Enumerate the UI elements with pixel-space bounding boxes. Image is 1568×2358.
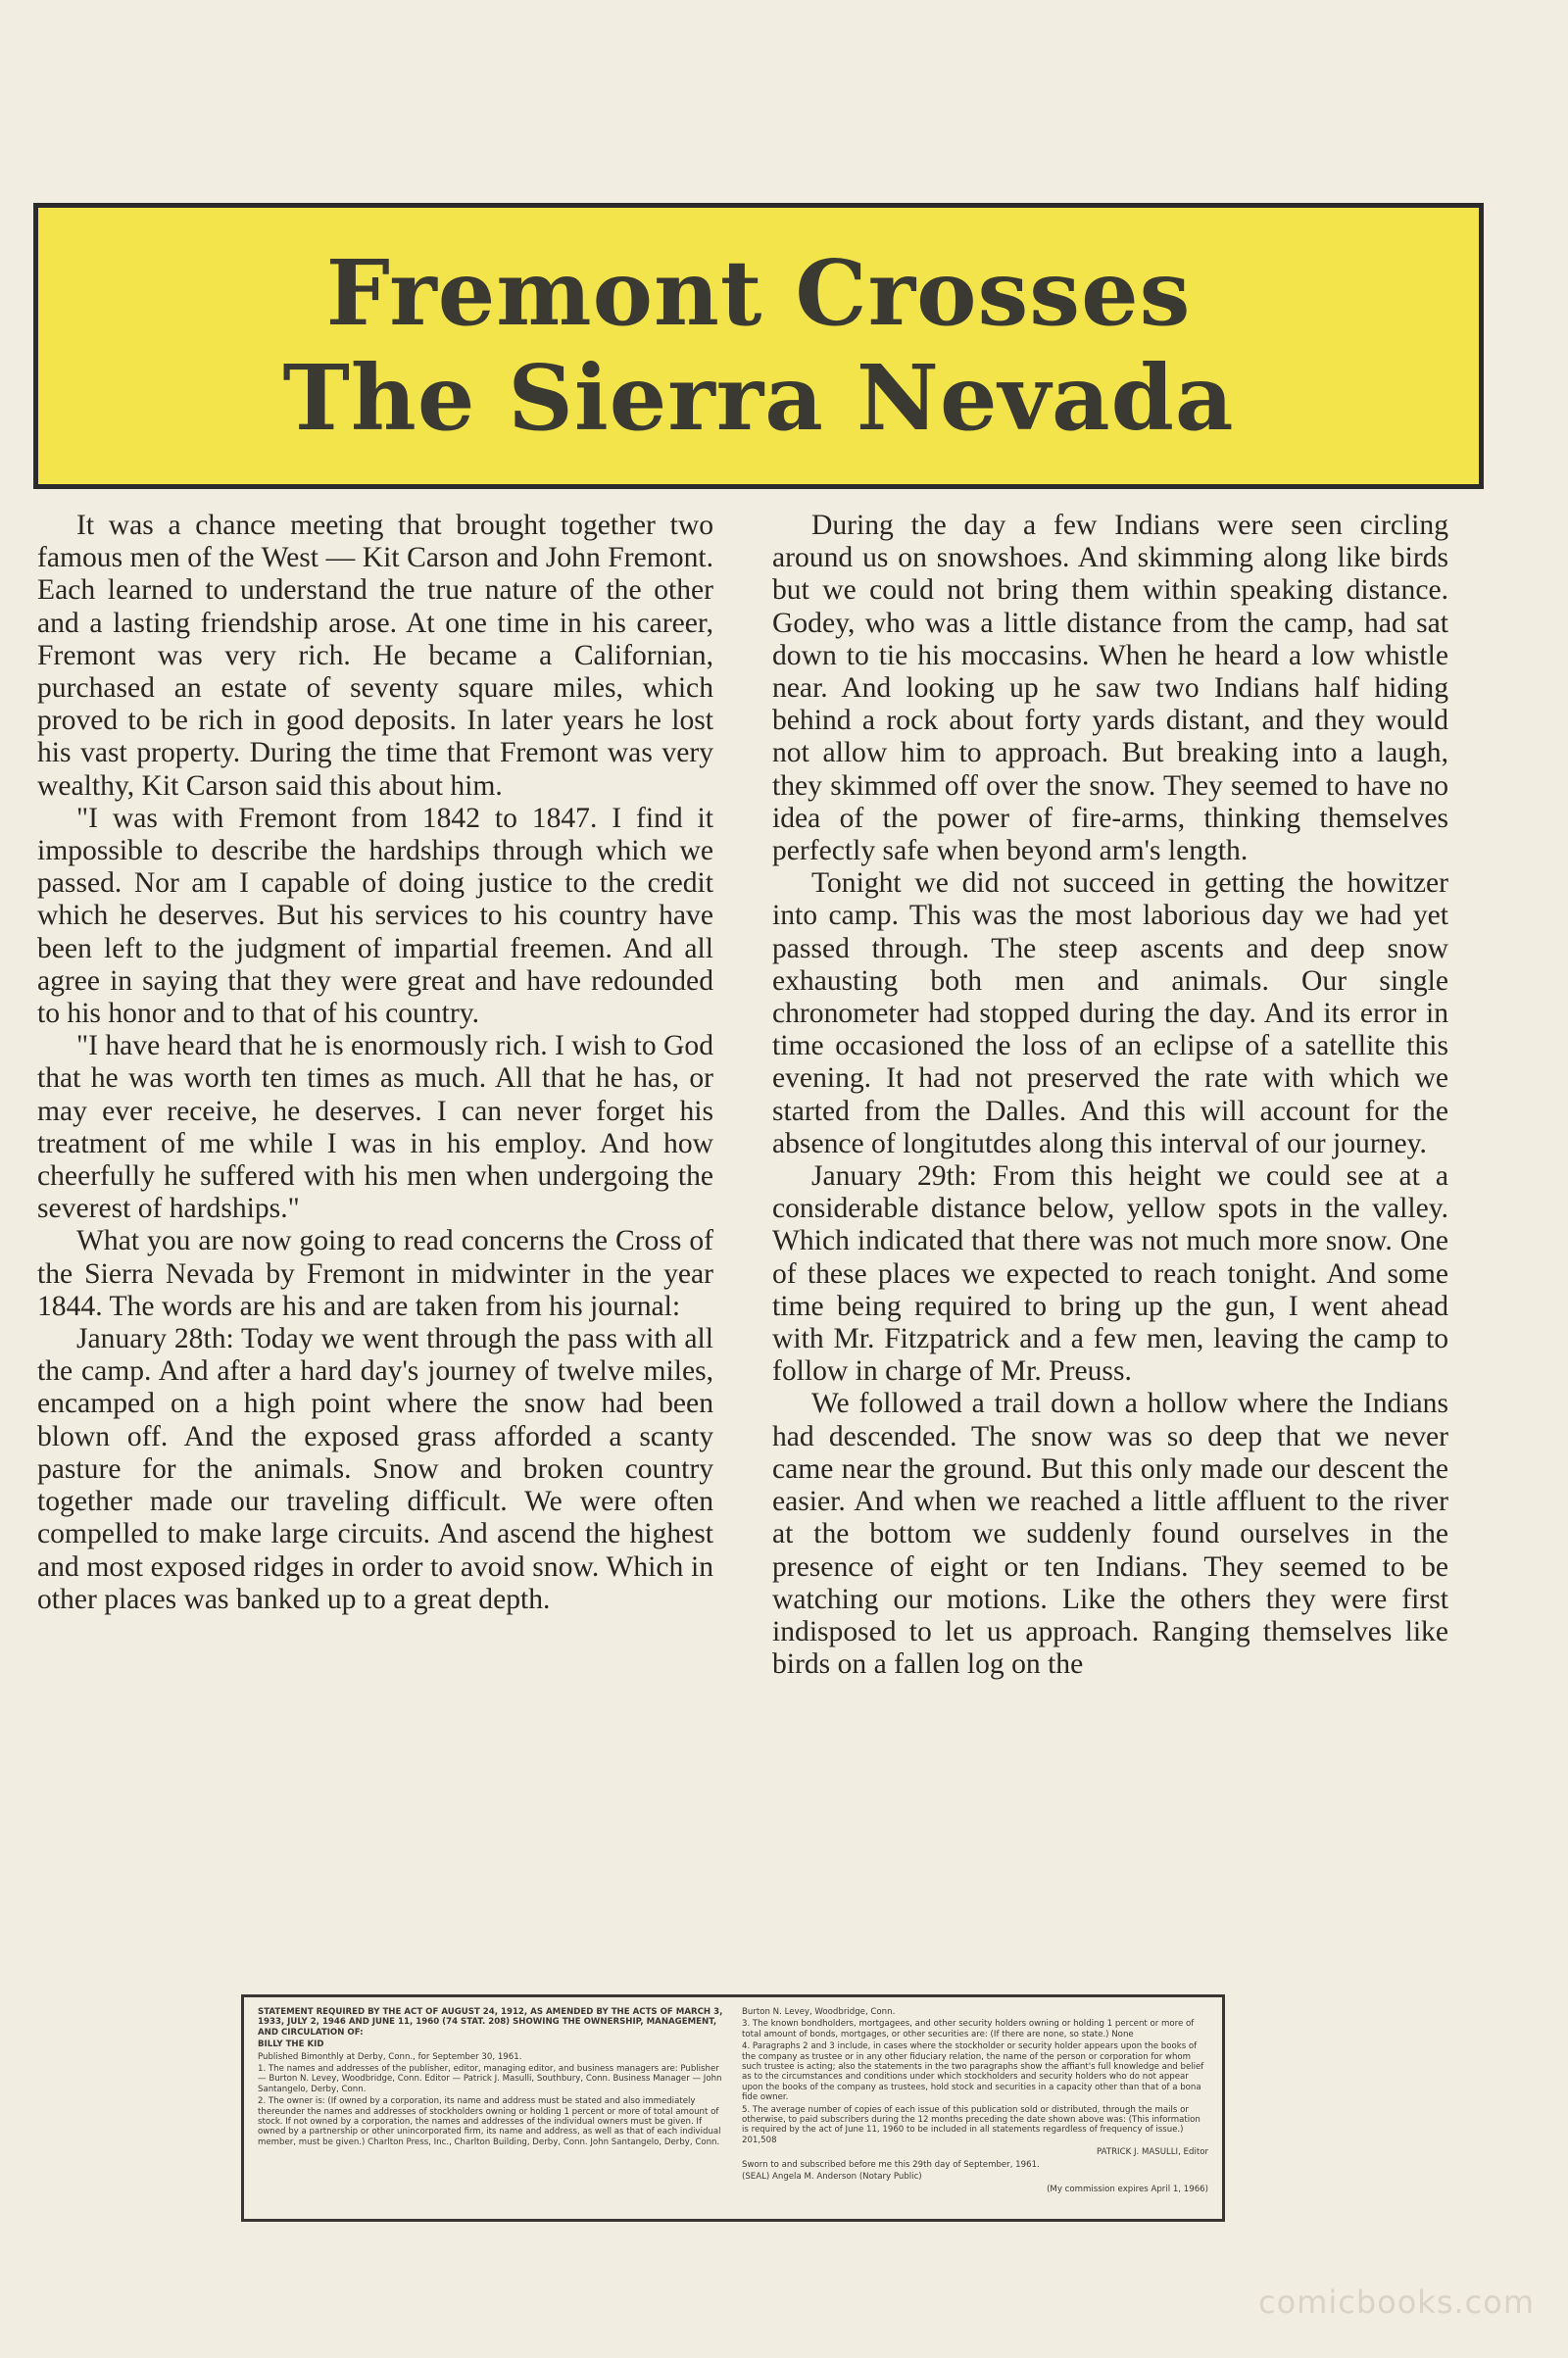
statement-line: (My commission expires April 1, 1966) bbox=[1047, 2184, 1208, 2194]
statement-line: Sworn to and subscribed before me this 29th day of September, 1961. bbox=[742, 2159, 1040, 2170]
title-line-2: The Sierra Nevada bbox=[282, 345, 1235, 451]
paragraph: During the day a few Indians were seen circling around us on snowshoes. And skimming along like birds but we could not bring them within speaking distance. Godey, who was a little distance from the camp, had sat down to tie his moccasins. When he heard a low whistle near. And looking up he saw two Indians half hiding behind a rock about forty yards distant, and they would not allow him to approach. But breaking into a laugh, they skimmed off over the snow. They seemed to have no idea of the power of fire-arms, thinking themselves perfectly safe when beyond arm's length. bbox=[772, 510, 1448, 867]
statement-line: (SEAL) Angela M. Anderson (Notary Public) bbox=[742, 2172, 922, 2183]
statement-line: 5. The average number of copies of each issue of this publication sold or distributed, through the mails or otherwise, to paid subscribers during the 12 months preceding the date shown above was: (This information is required by the act of June 11, 1960 to be included in all statements regardless of frequency of issue.) 201,508 bbox=[742, 2104, 1200, 2145]
statement-heading: STATEMENT REQUIRED BY THE ACT OF AUGUST 24, 1912, AS AMENDED BY THE ACTS OF MARCH 3, 1933, JULY 2, 1946 AND JUNE 11, 1960 (74 STAT. 208) SHOWING THE OWNERSHIP, MANAGEMENT, AND CIRCULATION OF: bbox=[258, 2007, 723, 2038]
paragraph: Tonight we did not succeed in getting the howitzer into camp. This was the most laborious day we had yet passed through. The steep ascents and deep snow exhausting both men and animals. Our single chronometer had stopped during the day. And its error in time occasioned the loss of an eclipse of a satellite this evening. It had not preserved the rate with which we started from the Dalles. And this will account for the absence of longitutdes along this interval of our journey. bbox=[772, 867, 1448, 1159]
statement-line: 4. Paragraphs 2 and 3 include, in cases where the stockholder or security holder appears upon the books of the company as trustee or in any other fiduciary relation, the name of the person or corporation for whom such trustee is acting; also the statements in the two paragraphs show the affiant's full knowledge and belief as to the circumstances and conditions under which stockholders and security holders who do not appear upon the books of the company as trustees, hold stock and securities in a capacity other than that of a bona fide owner. bbox=[742, 2041, 1204, 2103]
statement-line: 1. The names and addresses of the publisher, editor, managing editor, and business managers are: Publisher — Burton N. Levey, Woodbridge, Conn. Editor — Patrick J. Masulli, Southbury, Conn. Business Manager — John Santangelo, Derby, Conn. bbox=[258, 2064, 722, 2094]
statement-line: 2. The owner is: (If owned by a corporation, its name and address must be stated and also immediately thereunder the names and addresses of stockholders owning or holding 1 percent or more of total amount of stock. If not owned by a corporation, the names and addresses of the individual owners must be given. If owned by a partnership or other unincorporated firm, its name and address, as well as that of each individual member, must be given.) Charlton Press, Inc., Charlton Building, Derby, Conn. John Santangelo, Derby, Conn. bbox=[258, 2096, 721, 2147]
ownership-statement bbox=[241, 1994, 1225, 2222]
statement-left-column bbox=[258, 2007, 724, 2209]
title-line-1: Fremont Crosses bbox=[325, 240, 1192, 347]
paragraph: We followed a trail down a hollow where the Indians had descended. The snow was so deep that we never came near the ground. But this only made our descent the easier. And when we reached a little affluent to the river at the bottom we suddenly found ourselves in the presence of eight or ten Indians. They seemed to be watching our motions. Like the others they were first indisposed to let us approach. Ranging themselves like birds on a fallen log on the bbox=[772, 1388, 1448, 1681]
paragraph: "I have heard that he is enormously rich. I wish to God that he was worth ten times as much. All that he has, or may ever receive, he deserves. I can never forget his treatment of me while I was in his employ. And how cheerfully he suffered with his men when undergoing the severest of hardships." bbox=[37, 1030, 713, 1225]
paragraph: "I was with Fremont from 1842 to 1847. I find it impossible to describe the hardships through which we passed. Nor am I capable of doing justice to the credit which he deserves. But his services to his country have been left to the judgment of impartial freemen. And all agree in saying that they were great and have redounded to his honor and to that of his country. bbox=[37, 802, 713, 1030]
statement-line: Published Bimonthly at Derby, Conn., for September 30, 1961. bbox=[258, 2051, 522, 2062]
statement-signature: PATRICK J. MASULLI, Editor bbox=[1096, 2147, 1208, 2158]
paragraph: January 28th: Today we went through the pass with all the camp. And after a hard day's journey of twelve miles, encamped on a high point where the snow had been blown off. And the exposed grass afforded a scanty pasture for the animals. Snow and broken country together made our traveling difficult. We were often compelled to make large circuits. And ascend the highest and most exposed ridges in order to avoid snow. Which in other places was banked up to a great depth. bbox=[37, 1323, 713, 1615]
watermark: comicbooks.com bbox=[1257, 2284, 1535, 2321]
paragraph: What you are now going to read concerns the Cross of the Sierra Nevada by Fremont in midwinter in the year 1844. The words are his and are taken from his journal: bbox=[37, 1225, 713, 1322]
statement-right-column bbox=[742, 2007, 1208, 2209]
statement-line: 3. The known bondholders, mortgagees, and other security holders owning or holding 1 percent or more of total amount of bonds, mortgages, or other securities are: (If there are none, so state.) None bbox=[742, 2019, 1195, 2039]
statement-line: Burton N. Levey, Woodbridge, Conn. bbox=[742, 2007, 896, 2017]
statement-line: BILLY THE KID bbox=[258, 2039, 324, 2050]
paragraph: January 29th: From this height we could see at a considerable distance below, yellow spots in the valley. Which indicated that there was not much more snow. One of these places we expected to reach tonight. And some time being required to bring up the gun, I went ahead with Mr. Fitzpatrick and a few men, leaving the camp to follow in charge of Mr. Preuss. bbox=[772, 1160, 1448, 1388]
right-text-column bbox=[772, 510, 1448, 1681]
left-text-column bbox=[37, 510, 713, 1616]
paragraph: It was a chance meeting that brought together two famous men of the West — Kit Carson and John Fremont. Each learned to understand the true nature of the other and a lasting friendship arose. At one time in his career, Fremont was very rich. He became a Californian, purchased an estate of seventy square miles, which proved to be rich in good deposits. In later years he lost his vast property. During the time that Fremont was very wealthy, Kit Carson said this about him. bbox=[37, 510, 713, 802]
title-banner bbox=[33, 203, 1484, 489]
